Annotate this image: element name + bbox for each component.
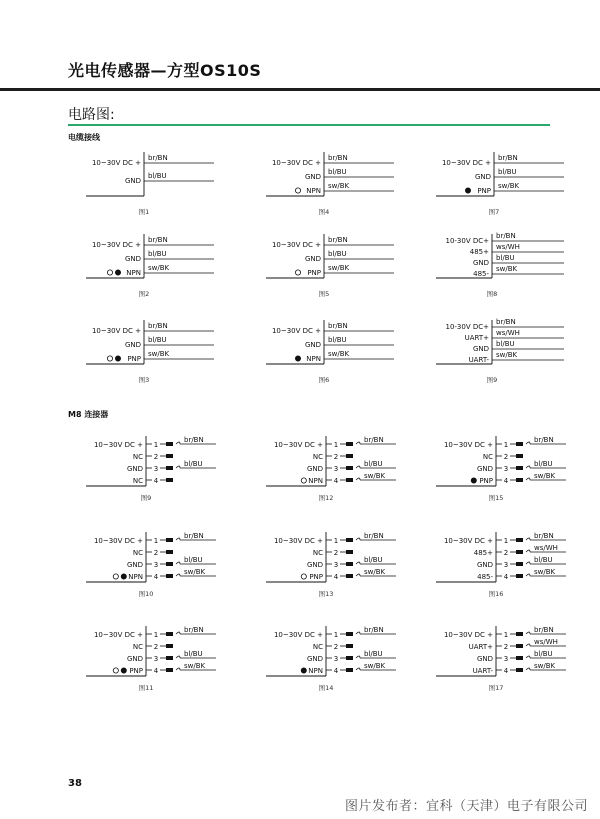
wire-color-label: bl/BU — [148, 172, 167, 180]
wire-color-label: sw/BK — [148, 350, 170, 358]
connector-plug-icon — [346, 656, 353, 660]
connector-plug-icon — [516, 538, 523, 542]
supply-label: 10~30V DC + — [271, 241, 321, 249]
wire-color-label: sw/BK — [534, 662, 556, 670]
open-circle-icon — [295, 270, 300, 275]
wire-color-label: br/BN — [364, 436, 384, 444]
connector-plug-icon — [166, 574, 173, 578]
wire-color-label: sw/BK — [184, 662, 206, 670]
connector-plug-icon — [166, 466, 173, 470]
connector-plug-icon — [166, 454, 173, 458]
wire-color-label: br/BN — [184, 626, 204, 634]
terminal-label: 485+ — [473, 549, 493, 557]
figure-caption: 图7 — [488, 208, 500, 216]
pin-number: 4 — [503, 477, 509, 485]
terminal-label: NPN — [128, 573, 143, 581]
wire-color-label: sw/BK — [364, 568, 386, 576]
terminal-label: 485+ — [469, 248, 489, 256]
supply-label: 10~30V DC + — [91, 241, 141, 249]
connector-plug-icon — [516, 550, 523, 554]
m8-wiring-diagram — [436, 432, 568, 506]
connector-plug-icon — [166, 538, 173, 542]
wire-color-label: bl/BU — [534, 460, 553, 468]
section-divider — [68, 124, 550, 126]
wire-color-label: br/BN — [534, 436, 554, 444]
connector-plug-icon — [166, 442, 173, 446]
wire-color-label: bl/BU — [184, 556, 203, 564]
figure-caption: 图13 — [318, 590, 334, 598]
cable-wiring-diagram — [86, 318, 218, 390]
wire-color-label: bl/BU — [184, 460, 203, 468]
wire-color-label: bl/BU — [364, 460, 383, 468]
supply-label: 10~30V DC + — [91, 327, 141, 335]
terminal-label: GND — [476, 465, 493, 473]
connector-plug-icon — [516, 656, 523, 660]
cable-wiring-diagram — [436, 150, 568, 222]
terminal-label: NC — [132, 477, 143, 485]
m8-wiring-diagram — [436, 528, 568, 602]
wire-color-label: bl/BU — [534, 650, 553, 658]
wire-color-label: bl/BU — [364, 650, 383, 658]
terminal-label: GND — [476, 655, 493, 663]
terminal-label: NPN — [308, 667, 323, 675]
terminal-label: 10~30V DC + — [93, 441, 143, 449]
figure-caption: 图11 — [138, 684, 154, 692]
page-number: 38 — [68, 778, 82, 789]
output-type-label: NPN — [126, 269, 141, 277]
title-divider — [0, 88, 600, 91]
terminal-label: UART+ — [464, 334, 489, 342]
figure-caption: 图5 — [318, 290, 330, 298]
wire-color-label: sw/BK — [148, 264, 170, 272]
wire-color-label: bl/BU — [364, 556, 383, 564]
connector-plug-icon — [346, 668, 353, 672]
m8-wiring-diagram — [266, 432, 398, 506]
pin-number: 2 — [503, 643, 509, 651]
open-circle-icon — [107, 356, 112, 361]
m8-wiring-diagram — [86, 622, 218, 696]
terminal-label: NPN — [308, 477, 323, 485]
supply-label: 10~30V DC + — [271, 327, 321, 335]
wire-color-label: bl/BU — [328, 336, 347, 344]
pin-number: 4 — [153, 667, 159, 675]
connector-plug-icon — [516, 632, 523, 636]
wire-color-label: bl/BU — [328, 250, 347, 258]
ground-label: GND — [124, 341, 141, 349]
section-heading: 电路图: — [68, 107, 115, 123]
terminal-label: GND — [306, 465, 323, 473]
pin-number: 4 — [333, 667, 339, 675]
terminal-label: GND — [472, 345, 489, 353]
cable-subheading: 电缆接线 — [68, 133, 100, 142]
terminal-label: NC — [312, 643, 323, 651]
open-circle-icon — [107, 270, 112, 275]
connector-plug-icon — [346, 550, 353, 554]
publisher-watermark: 图片发布者：宜科（天津）电子有限公司 — [344, 799, 588, 814]
m8-wiring-diagram — [266, 528, 398, 602]
output-type-label: NPN — [306, 355, 321, 363]
wire-color-label: bl/BU — [496, 340, 515, 348]
output-type-label: PNP — [127, 355, 141, 363]
figure-caption: 图16 — [488, 590, 504, 598]
wire-color-label: br/BN — [498, 154, 518, 162]
filled-circle-icon — [295, 356, 300, 361]
pin-number: 3 — [333, 465, 339, 473]
wire-color-label: br/BN — [184, 532, 204, 540]
m8-wiring-diagram — [266, 622, 398, 696]
connector-plug-icon — [166, 632, 173, 636]
page-title: 光电传感器—方型OS10S — [68, 61, 262, 80]
terminal-label: NC — [482, 453, 493, 461]
figure-caption: 图8 — [486, 290, 498, 298]
wire-color-label: br/BN — [534, 532, 554, 540]
m8-subheading: M8 连接器 — [68, 410, 109, 419]
filled-circle-icon — [115, 270, 120, 275]
wire-color-label: sw/BK — [534, 472, 556, 480]
wire-color-label: br/BN — [148, 322, 168, 330]
wire-color-label: bl/BU — [534, 556, 553, 564]
wire-color-label: sw/BK — [328, 182, 350, 190]
pin-number: 2 — [503, 549, 509, 557]
connector-plug-icon — [346, 466, 353, 470]
connector-plug-icon — [516, 442, 523, 446]
connector-plug-icon — [166, 644, 173, 648]
figure-caption: 图17 — [488, 684, 504, 692]
pin-number: 1 — [333, 441, 339, 449]
wire-color-label: br/BN — [148, 154, 168, 162]
connector-plug-icon — [166, 550, 173, 554]
pin-number: 1 — [153, 631, 159, 639]
figure-caption: 图10 — [138, 590, 154, 598]
terminal-label: 10~30V DC + — [443, 441, 493, 449]
m8-wiring-diagram — [86, 432, 218, 506]
terminal-label: 485- — [477, 573, 493, 581]
filled-circle-icon — [121, 574, 126, 579]
wire-color-label: bl/BU — [328, 168, 347, 176]
wire-color-label: br/BN — [328, 322, 348, 330]
wire-color-label: ws/WH — [534, 544, 558, 552]
open-circle-icon — [301, 574, 306, 579]
pin-number: 1 — [153, 537, 159, 545]
pin-number: 3 — [153, 561, 159, 569]
output-type-label: NPN — [306, 187, 321, 195]
terminal-label: 10-30V DC+ — [445, 237, 489, 245]
terminal-label: GND — [306, 561, 323, 569]
figure-caption: 图3 — [138, 376, 150, 384]
wire-color-label: sw/BK — [364, 472, 386, 480]
figure-caption: 图9 — [140, 494, 152, 502]
ground-label: GND — [124, 255, 141, 263]
figure-caption: 图4 — [318, 208, 330, 216]
filled-circle-icon — [115, 356, 120, 361]
wire-color-label: br/BN — [496, 232, 516, 240]
cable-wiring-diagram — [266, 150, 398, 222]
wire-color-label: br/BN — [534, 626, 554, 634]
cable-wiring-diagram — [86, 232, 218, 304]
connector-plug-icon — [166, 668, 173, 672]
ground-label: GND — [304, 341, 321, 349]
terminal-label: GND — [472, 259, 489, 267]
connector-plug-icon — [516, 574, 523, 578]
wire-color-label: br/BN — [496, 318, 516, 326]
pin-number: 2 — [333, 549, 339, 557]
terminal-label: PNP — [129, 667, 143, 675]
connector-plug-icon — [346, 478, 353, 482]
wire-color-label: sw/BK — [534, 568, 556, 576]
pin-number: 1 — [503, 631, 509, 639]
open-circle-icon — [113, 668, 118, 673]
wire-color-label: ws/WH — [534, 638, 558, 646]
terminal-label: 10~30V DC + — [273, 441, 323, 449]
figure-caption: 图6 — [318, 376, 330, 384]
cable-wiring-diagram — [266, 318, 398, 390]
wire-color-label: bl/BU — [496, 254, 515, 262]
wire-color-label: bl/BU — [148, 336, 167, 344]
terminal-label: NC — [132, 549, 143, 557]
pin-number: 2 — [503, 453, 509, 461]
figure-caption: 图14 — [318, 684, 334, 692]
connector-plug-icon — [516, 644, 523, 648]
wire-color-label: br/BN — [328, 236, 348, 244]
wire-color-label: ws/WH — [496, 243, 520, 251]
wire-color-label: br/BN — [364, 532, 384, 540]
open-circle-icon — [295, 188, 300, 193]
pin-number: 4 — [503, 667, 509, 675]
terminal-label: 485- — [473, 270, 489, 278]
open-circle-icon — [301, 478, 306, 483]
terminal-label: GND — [126, 561, 143, 569]
terminal-label: NC — [132, 453, 143, 461]
ground-label: GND — [124, 177, 141, 185]
connector-plug-icon — [516, 454, 523, 458]
wire-color-label: sw/BK — [496, 265, 518, 273]
connector-plug-icon — [516, 562, 523, 566]
m8-wiring-diagram — [436, 622, 568, 696]
pin-number: 4 — [153, 573, 159, 581]
pin-number: 2 — [153, 549, 159, 557]
terminal-label: 10~30V DC + — [273, 631, 323, 639]
wire-color-label: br/BN — [184, 436, 204, 444]
cable-wiring-diagram — [86, 150, 218, 222]
terminal-label: UART- — [472, 667, 493, 675]
terminal-label: GND — [476, 561, 493, 569]
filled-circle-icon — [465, 188, 470, 193]
pin-number: 3 — [153, 465, 159, 473]
cable-wiring-diagram — [436, 318, 568, 390]
supply-label: 10~30V DC + — [271, 159, 321, 167]
wire-color-label: br/BN — [148, 236, 168, 244]
pin-number: 1 — [333, 631, 339, 639]
terminal-label: NC — [312, 453, 323, 461]
figure-caption: 图9 — [486, 376, 498, 384]
pin-number: 4 — [333, 573, 339, 581]
wire-color-label: br/BN — [364, 626, 384, 634]
connector-plug-icon — [346, 538, 353, 542]
connector-plug-icon — [346, 644, 353, 648]
wire-color-label: sw/BK — [496, 351, 518, 359]
open-circle-icon — [113, 574, 118, 579]
cable-wiring-diagram — [436, 232, 568, 304]
terminal-label: 10~30V DC + — [93, 631, 143, 639]
connector-plug-icon — [516, 668, 523, 672]
pin-number: 3 — [503, 465, 509, 473]
connector-plug-icon — [516, 466, 523, 470]
connector-plug-icon — [346, 632, 353, 636]
wire-color-label: ws/WH — [496, 329, 520, 337]
terminal-label: PNP — [309, 573, 323, 581]
connector-plug-icon — [346, 454, 353, 458]
terminal-label: NC — [312, 549, 323, 557]
terminal-label: GND — [126, 655, 143, 663]
connector-plug-icon — [166, 656, 173, 660]
figure-caption: 图12 — [318, 494, 334, 502]
terminal-label: UART- — [468, 356, 489, 364]
connector-plug-icon — [166, 562, 173, 566]
terminal-label: 10-30V DC+ — [445, 323, 489, 331]
pin-number: 2 — [153, 453, 159, 461]
pin-number: 2 — [153, 643, 159, 651]
pin-number: 3 — [333, 561, 339, 569]
wire-color-label: br/BN — [328, 154, 348, 162]
filled-circle-icon — [121, 668, 126, 673]
wire-color-label: bl/BU — [184, 650, 203, 658]
wire-color-label: bl/BU — [148, 250, 167, 258]
connector-plug-icon — [346, 442, 353, 446]
ground-label: GND — [304, 173, 321, 181]
wire-color-label: sw/BK — [184, 568, 206, 576]
terminal-label: 10~30V DC + — [93, 537, 143, 545]
wire-color-label: sw/BK — [328, 264, 350, 272]
pin-number: 1 — [153, 441, 159, 449]
terminal-label: UART+ — [468, 643, 493, 651]
terminal-label: NC — [132, 643, 143, 651]
figure-caption: 图1 — [138, 208, 150, 216]
figure-caption: 图15 — [488, 494, 504, 502]
wire-color-label: sw/BK — [498, 182, 520, 190]
pin-number: 2 — [333, 643, 339, 651]
connector-plug-icon — [346, 574, 353, 578]
pin-number: 4 — [503, 573, 509, 581]
output-type-label: PNP — [477, 187, 491, 195]
pin-number: 3 — [333, 655, 339, 663]
filled-circle-icon — [301, 668, 306, 673]
terminal-label: GND — [306, 655, 323, 663]
terminal-label: 10~30V DC + — [443, 631, 493, 639]
cable-wiring-diagram — [266, 232, 398, 304]
wire-color-label: sw/BK — [364, 662, 386, 670]
pin-number: 1 — [503, 537, 509, 545]
terminal-label: 10~30V DC + — [443, 537, 493, 545]
ground-label: GND — [474, 173, 491, 181]
figure-caption: 图2 — [138, 290, 150, 298]
connector-plug-icon — [166, 478, 173, 482]
wire-color-label: sw/BK — [328, 350, 350, 358]
wire-color-label: bl/BU — [498, 168, 517, 176]
filled-circle-icon — [471, 478, 476, 483]
terminal-label: PNP — [479, 477, 493, 485]
pin-number: 4 — [333, 477, 339, 485]
terminal-label: GND — [126, 465, 143, 473]
pin-number: 1 — [333, 537, 339, 545]
pin-number: 3 — [503, 655, 509, 663]
pin-number: 4 — [153, 477, 159, 485]
pin-number: 3 — [153, 655, 159, 663]
pin-number: 2 — [333, 453, 339, 461]
ground-label: GND — [304, 255, 321, 263]
supply-label: 10~30V DC + — [441, 159, 491, 167]
connector-plug-icon — [346, 562, 353, 566]
terminal-label: 10~30V DC + — [273, 537, 323, 545]
m8-wiring-diagram — [86, 528, 218, 602]
pin-number: 3 — [503, 561, 509, 569]
supply-label: 10~30V DC + — [91, 159, 141, 167]
output-type-label: PNP — [307, 269, 321, 277]
pin-number: 1 — [503, 441, 509, 449]
connector-plug-icon — [516, 478, 523, 482]
